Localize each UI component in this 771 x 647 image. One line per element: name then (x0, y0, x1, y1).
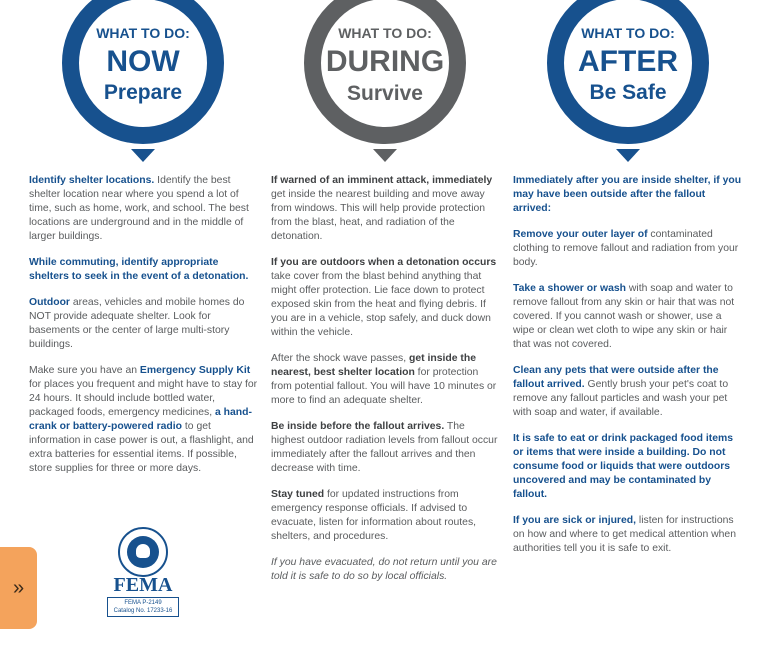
now-paragraph-1 (29, 174, 260, 244)
after-p3-bold: Take a shower or wash (513, 283, 626, 294)
after-paragraph-2 (513, 228, 745, 270)
now-p4-bold-1: Emergency Supply Kit (139, 365, 251, 376)
during-paragraph-1 (271, 174, 500, 244)
expand-panel-button[interactable] (0, 547, 37, 629)
during-kicker: WHAT TO DO: (338, 25, 432, 41)
after-title: AFTER (578, 45, 678, 78)
during-paragraph-4 (271, 420, 500, 476)
after-column (513, 174, 745, 568)
now-pointer-icon (131, 149, 155, 162)
during-p3-text-1: After the shock wave passes, (271, 353, 410, 364)
now-p4-text-1: Make sure you have an (29, 365, 140, 376)
now-p4-bold-2: a hand-crank or battery-powered radio (29, 407, 252, 432)
now-p4-text-3: to get information in case power is out, a flashlight, and extra batteries for essential items. If possible, store supplies for three or more days. (29, 421, 254, 474)
during-subtitle: Survive (347, 82, 423, 105)
after-paragraph-6 (513, 514, 745, 556)
catalog-box (107, 597, 179, 617)
catalog-line-2: Catalog No. 17233-16 (113, 608, 173, 614)
after-pointer-icon (616, 149, 640, 162)
after-kicker: WHAT TO DO: (581, 25, 675, 41)
during-p5-bold: Stay tuned (271, 489, 325, 500)
after-p1-bold: Immediately after you are inside shelter, if you may have been outside after the fallout arrived: (513, 175, 742, 214)
now-paragraph-4 (29, 364, 260, 476)
catalog-line-1: FEMA P-2149 (124, 600, 162, 606)
during-column (271, 174, 500, 596)
fema-logo-text: FEMA (113, 574, 173, 596)
during-p3-bold: get inside the nearest, best shelter location (271, 353, 477, 378)
after-p5-bold: It is safe to eat or drink packaged food items or items that were inside a building. Do not consume food or liquids that were outdoors uncovered and may be contaminated by fallout. (513, 433, 733, 500)
during-p4-bold: Be inside before the fallout arrives. (271, 421, 445, 432)
now-p1-text: Identify the best shelter location near where you spend a lot of time, such as home, work, and school. The best locations are underground and in the middle of larger buildings. (29, 175, 249, 242)
during-p4-text: The highest outdoor radiation levels from fallout occur immediately after the fallout arrives and then decrease with time. (271, 421, 498, 474)
during-p2-text: take cover from the blast behind anything that might offer protection. Lie face down to protect exposed skin from the heat and flying debris. If you are in a vehicle, stop safely, and duck down within the vehicle. (271, 271, 491, 338)
double-chevron-right-icon: » (12, 577, 25, 599)
after-paragraph-4 (513, 364, 745, 420)
after-p2-text: contaminated clothing to remove fallout and radiation from your body. (513, 229, 739, 268)
now-paragraph-2 (29, 256, 260, 284)
dhs-seal-icon (118, 527, 168, 577)
now-p2-bold: While commuting, identify appropriate shelters to seek in the event of a detonation. (29, 257, 249, 282)
during-p3-text-2: for protection from potential fallout. You will have 10 minutes or more to find an adequate shelter. (271, 367, 497, 406)
now-paragraph-3 (29, 296, 260, 352)
now-p1-bold: Identify shelter locations. (29, 175, 155, 186)
now-p4-text-2: for places you frequent and might have to stay for 24 hours. It should include bottled water, packaged foods, emergency medicines, (29, 379, 258, 418)
during-pointer-icon (373, 149, 397, 162)
now-p3-text: areas, vehicles and mobile homes do NOT provide adequate shelter. Look for basements or the center of large multi-story buildings. (29, 297, 245, 350)
after-p6-bold: If you are sick or injured, (513, 515, 636, 526)
after-p3-text: with soap and water to remove fallout from any skin or hair that was not covered. If you cannot wash or shower, use a wipe or clean wet cloth to wipe any skin or hair that was not covered. (513, 283, 735, 350)
during-header-circle (304, 0, 466, 144)
after-p4-text: Gently brush your pet's coat to remove any fallout particles and wash your pet with soap and water, if available. (513, 379, 729, 418)
now-subtitle: Prepare (103, 81, 183, 104)
during-paragraph-2 (271, 256, 500, 340)
during-paragraph-3 (271, 352, 500, 408)
now-p3-bold: Outdoor (29, 297, 70, 308)
during-p2-bold: If you are outdoors when a detonation occurs (271, 257, 497, 268)
after-subtitle: Be Safe (589, 81, 667, 104)
now-header-circle (62, 0, 224, 144)
during-p1-text: get inside the nearest building and move away from windows. This will help provide protection from the blast, heat, and radiation of the detonation. (271, 189, 486, 242)
after-p4-bold: Clean any pets that were outside after the fallout arrived. (513, 365, 719, 390)
after-p2-bold: Remove your outer layer of (513, 229, 648, 240)
during-paragraph-5 (271, 488, 500, 544)
now-title: NOW (106, 45, 180, 78)
now-kicker: WHAT TO DO: (96, 25, 190, 41)
after-paragraph-3 (513, 282, 745, 352)
during-title: DURING (325, 45, 445, 78)
during-paragraph-6: If you have evacuated, do not return until you are told it is safe to do so by local officials. (271, 557, 497, 582)
after-header-circle (547, 0, 709, 144)
during-p5-text: for updated instructions from emergency response officials. If advised to evacuate, listen for information about routes, shelters, and procedures. (271, 489, 477, 542)
after-paragraph-5 (513, 432, 745, 502)
now-column (29, 174, 260, 488)
during-p1-bold: If warned of an imminent attack, immediately (271, 175, 493, 186)
after-paragraph-1 (513, 174, 745, 216)
after-p6-text: listen for instructions on how and where to get medical attention when authorities tell you it is safe to exit. (513, 515, 736, 554)
